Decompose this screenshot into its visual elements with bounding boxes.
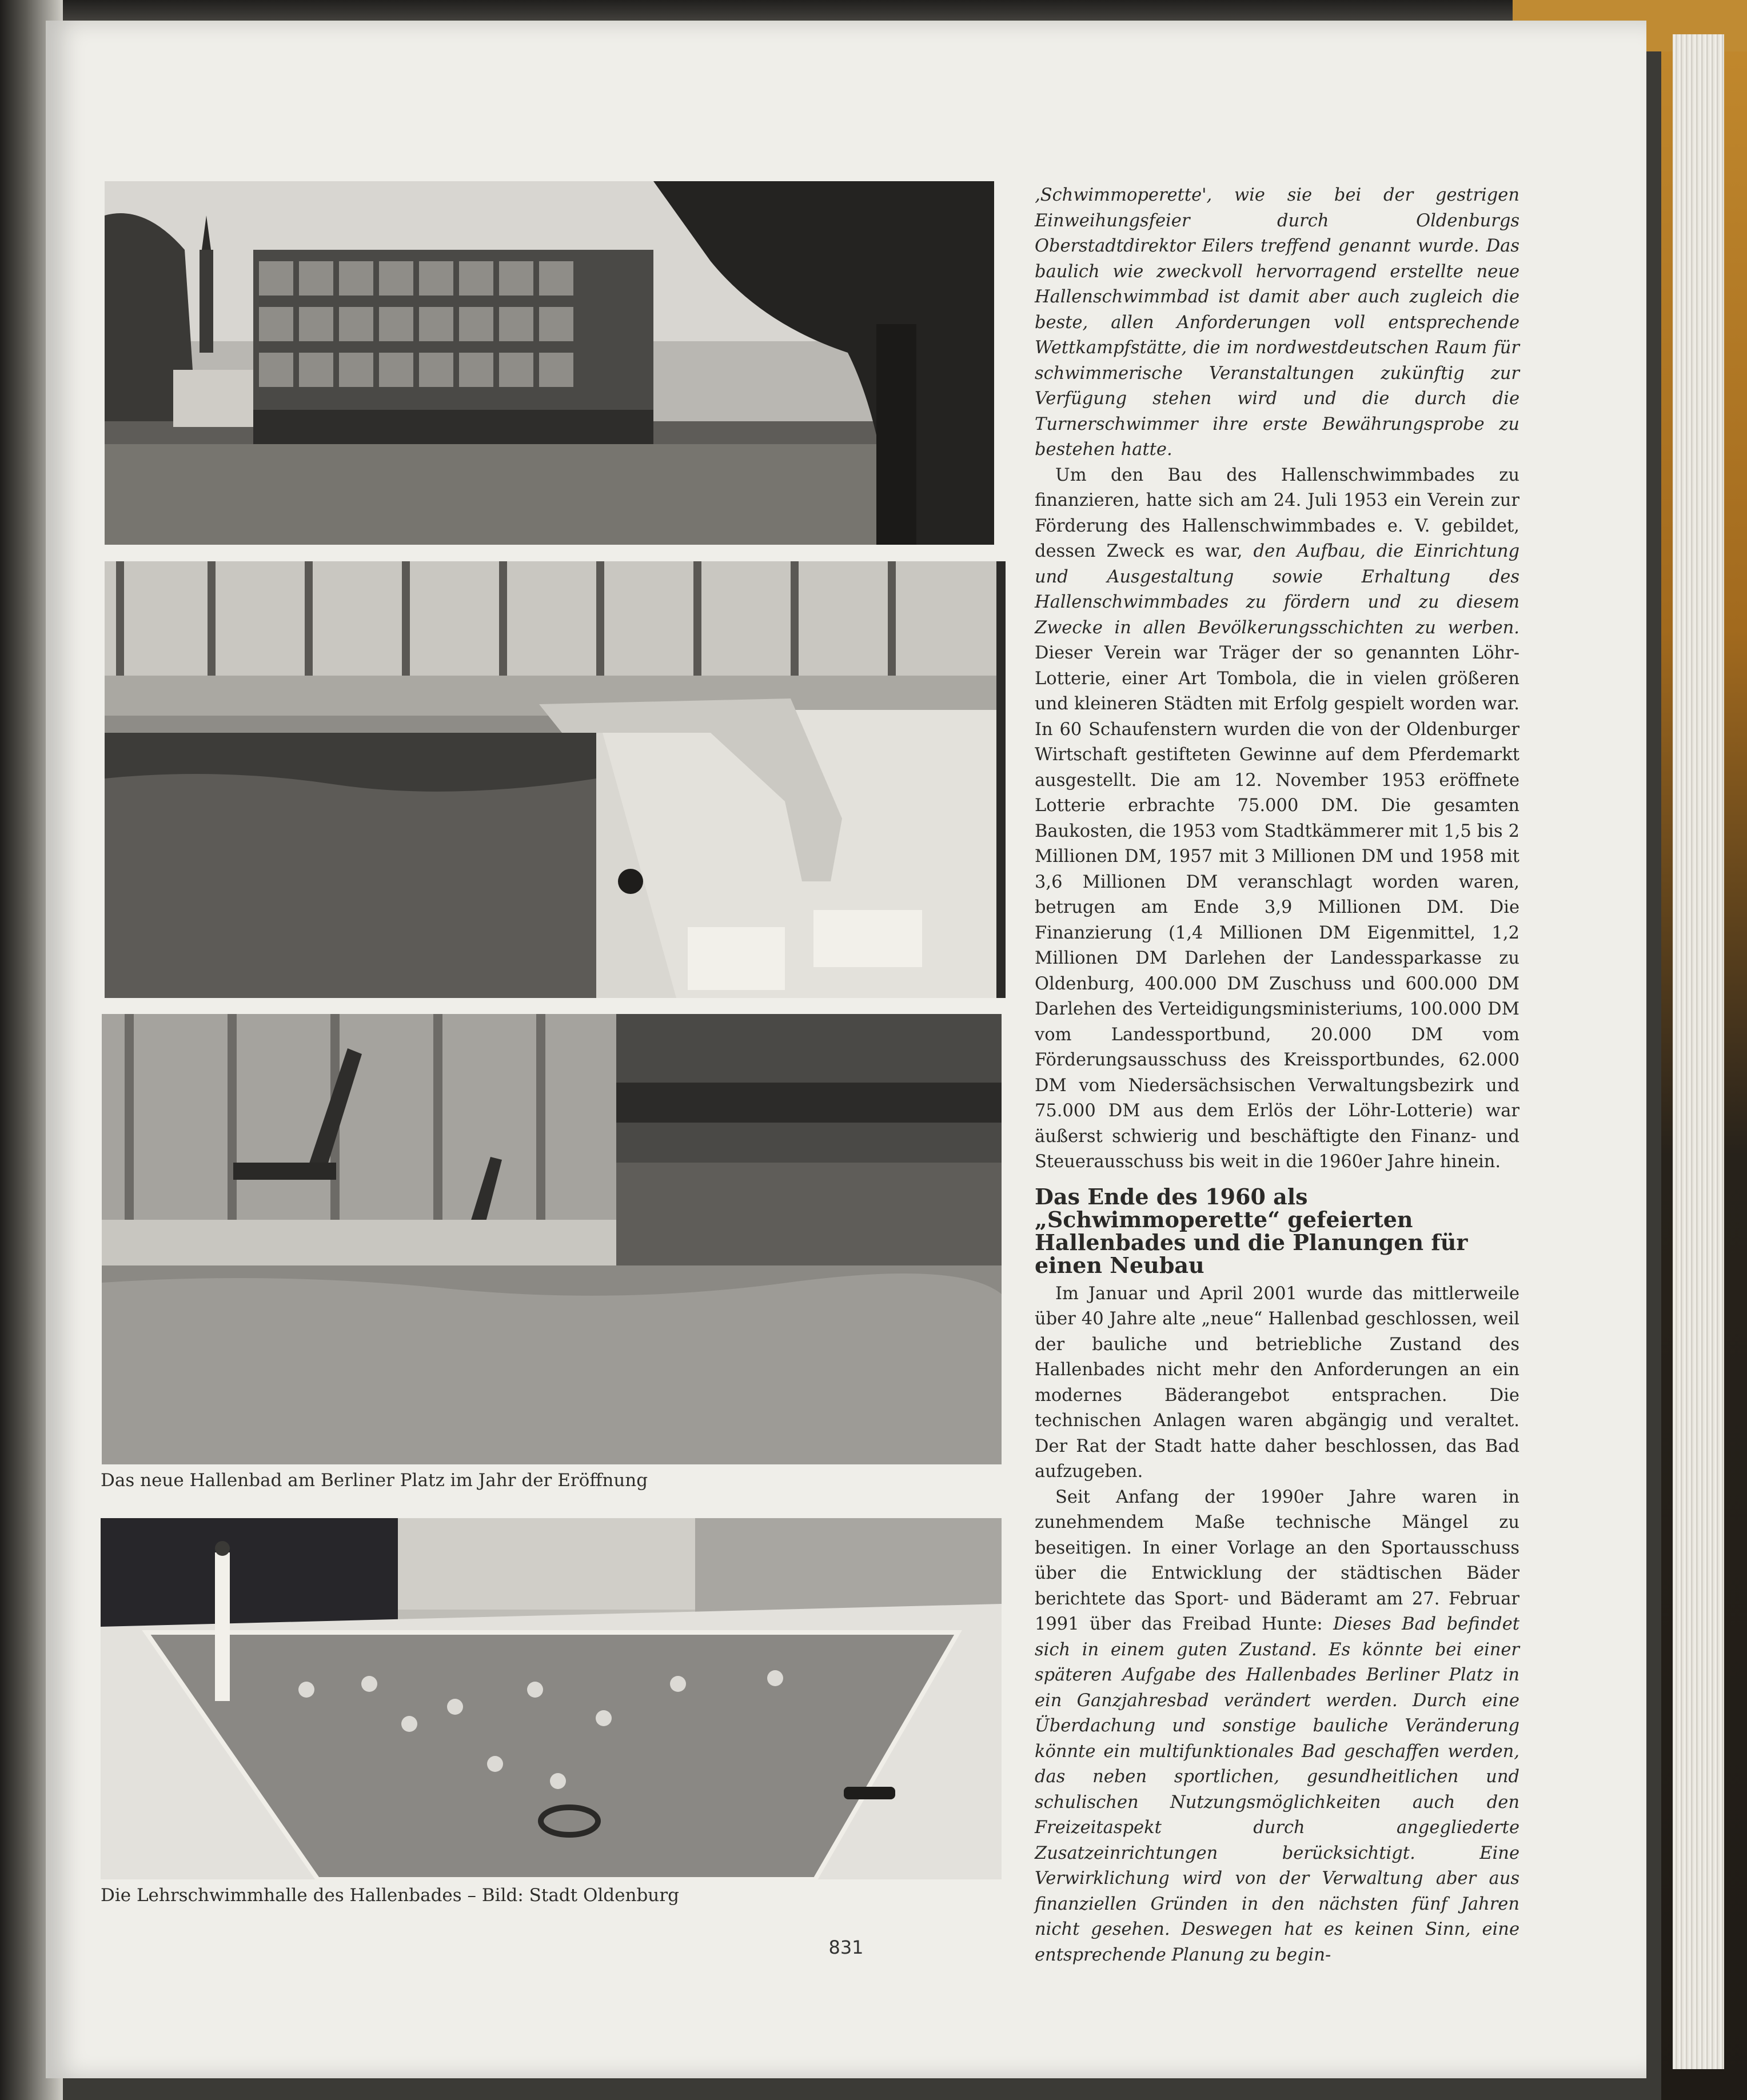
defects-text-start: Seit Anfang der 1990er Jahre waren in zunehmendem Maße technische Mängel zu beseitigen. In einer Vorlage an den Sportausschuss über die Entwicklung der städtischen Bäder berichtete das Sport- und Bäderamt am 27. Februar 1991 über das Freibad Hunte: [1035, 1487, 1519, 1634]
section-heading: Das Ende des 1960 als „Schwimmoperette“ gefeierten Hallenbades und die Planungen für einen Neubau [1035, 1183, 1468, 1278]
article-text-column [1035, 183, 1519, 1968]
page-number: 831 [828, 1937, 864, 1958]
financing-quote: den Aufbau, die Einrichtung und Ausgestaltung sowie Erhaltung des Hallenschwimmbades zu fördern und zu diesem Zwecke in allen Bevölkerungsschichten zu werben. [1035, 541, 1519, 638]
financing-text-end: Dieser Verein war Träger der so genannten Löhr-Lotterie, einer Art Tombola, die in vielen größeren und kleineren Städten mit Erfolg gespielt worden war. In 60 Schaufenstern wurden die von der Oldenburger Wirtschaft gestifteten Gewinne auf dem Pferdemarkt ausgestellt. Die am 12. November 1953 eröffnete Lotterie erbrachte 75.000 DM. Die gesamten Baukosten, die 1953 vom Stadtkämmerer mit 1,5 bis 2 Millionen DM, 1957 mit 3 Millionen DM und 1958 mit 3,6 Millionen DM veranschlagt worden waren, betrugen am Ende 3,9 Millionen DM. Die Finanzierung (1,4 Millionen DM Eigenmittel, 1,2 Millionen DM Darlehen der Landessparkasse zu Oldenburg, 400.000 DM Zuschuss und 600.000 DM Darlehen des Verteidigungsministeriums, 100.000 DM vom Landessportbund, 20.000 DM vom Förderungsausschuss des Kreissportbundes, 62.000 DM vom Niedersächsischen Verwaltungsbezirk und 75.000 DM aus dem Erlös der Löhr-Lotterie) war äußerst schwierig und beschäftigte den Finanz- und Steuerausschuss bis weit in die 1960er Jahre hinein. [1035, 643, 1519, 1172]
book-page [46, 21, 1646, 2078]
paragraph-financing [1035, 463, 1519, 1175]
photo-caption-learner-pool: Die Lehrschwimmhalle des Hallenbades – Bild: Stadt Oldenburg [101, 1885, 679, 1906]
photo-pool-diving-board [105, 561, 1006, 998]
page-edges [1673, 34, 1724, 2069]
photo-caption-opening: Das neue Hallenbad am Berliner Platz im Jahr der Eröffnung [101, 1470, 648, 1491]
defects-quote: Dieses Bad befindet sich in einem guten Zustand. Es könnte bei einer späteren Aufgabe des Hallenbades Berliner Platz in ein Ganzjahresbad verändert werden. Durch eine Überdachung und sonstige bauliche Veränderung könnte ein multifunktionales Bad geschaffen werden, das neben sportlichen, gesundheitlichen und schulischen Nutzungsmöglichkeiten auch den Freizeitaspekt durch angegliederte Zusatzeinrichtungen berücksichtigt. Eine Verwirklichung wird von der Verwaltung aber aus finanziellen Gründen in den nächsten fünf Jahren nicht gesehen. Deswegen hat es keinen Sinn, eine entsprechende Planung zu begin- [1035, 1614, 1520, 1965]
paragraph-defects [1035, 1485, 1519, 1969]
paragraph-quote: ‚Schwimmoperette', wie sie bei der gestrigen Einweihungsfeier durch Oldenburgs Oberstadtdirektor Eilers treffend genannt wurde. Das baulich wie zweckvoll hervorragend erstellte neue Hallenschwimmbad ist damit aber auch zugleich die beste, allen Anforderungen voll entsprechende Wettkampfstätte, die im nordwestdeutschen Raum für schwimmerische Veranstaltungen zukünftig zur Verfügung stehen wird und die durch die Turnerschwimmer ihre erste Bewährungsprobe zu bestehen hatte. [1035, 185, 1519, 460]
financing-text-start: Um den Bau des Hallenschwimmbades zu finanzieren, hatte sich am 24. Juli 1953 ein Verein zur Förderung des Hallenschwimmbades e. V. gebildet, dessen Zweck es war, [1035, 465, 1519, 561]
photo-pool-swimmers [102, 1014, 1002, 1464]
photo-learner-pool-children [101, 1518, 1002, 1879]
photo-hallenbad-exterior [105, 181, 994, 545]
paragraph-closure: Im Januar und April 2001 wurde das mittlerweile über 40 Jahre alte „neue“ Hallenbad geschlossen, weil der bauliche und betriebliche Zustand des Hallenbades nicht mehr den Anforderungen an ein modernes Bäderangebot entsprachen. Die technischen Anlagen waren abgängig und veraltet. Der Rat der Stadt hatte daher beschlossen, das Bad aufzugeben. [1035, 1283, 1519, 1482]
